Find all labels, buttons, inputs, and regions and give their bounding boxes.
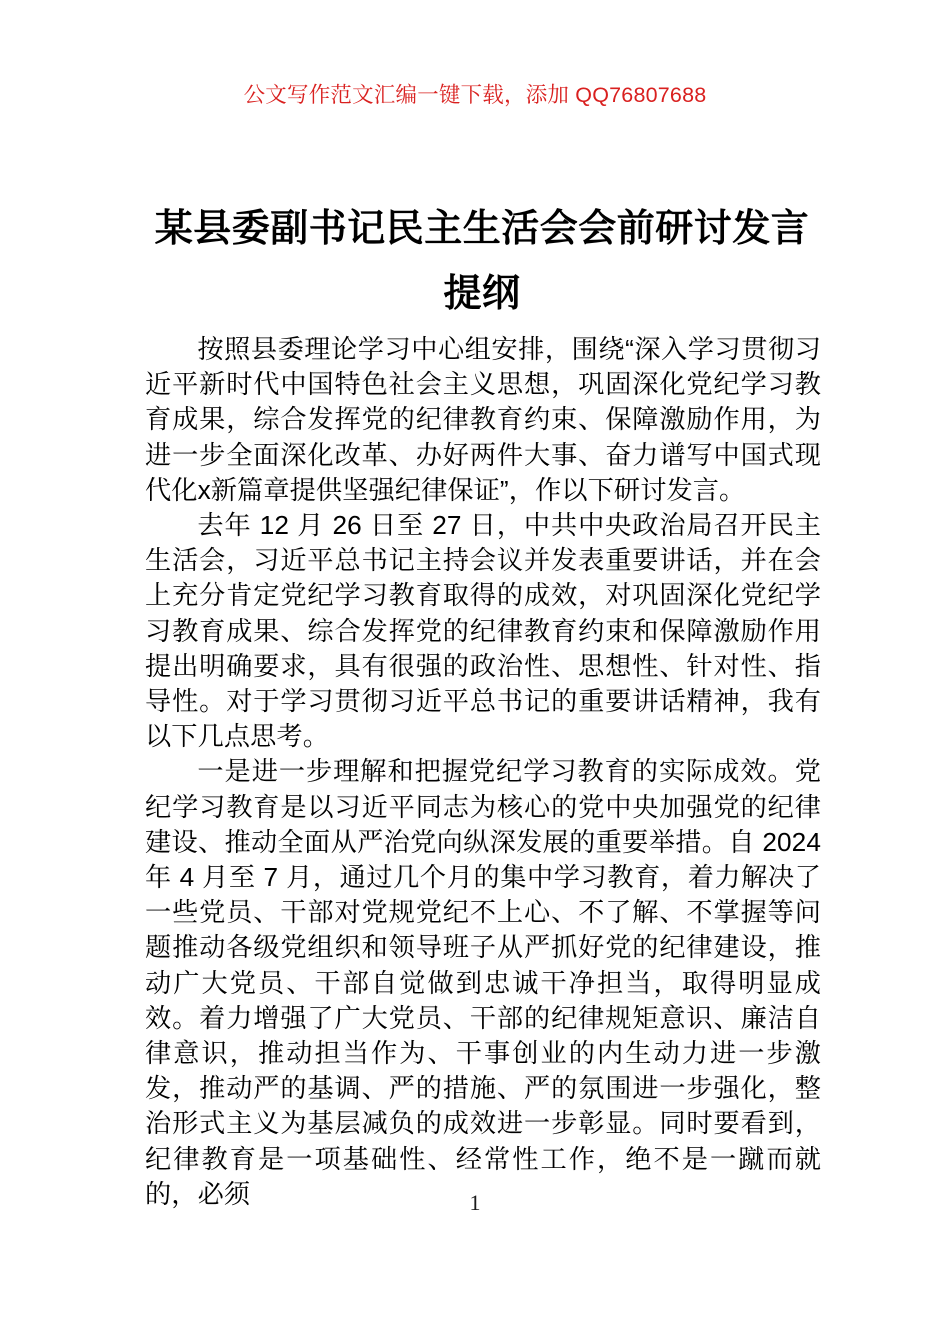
document-body	[145, 332, 821, 1212]
paragraph: 一是进一步理解和把握党纪学习教育的实际成效。党纪学习教育是以习近平同志为核心的党中央加强党的纪律建设、推动全面从严治党向纵深发展的重要举措。自 2024 年 4 月至 7 月，通过几个月的集中学习教育，着力解决了一些党员、干部对党规党纪不上心、不了解、不掌握等问题推动各级党组织和领导班子从严抓好党的纪律建设，推动广大党员、干部自觉做到忠诚干净担当，取得明显成效。着力增强了广大党员、干部的纪律规矩意识、廉洁自律意识，推动担当作为、干事创业的内生动力进一步激发，推动严的基调、严的措施、严的氛围进一步强化，整治形式主义为基层减负的成效进一步彰显。同时要看到，纪律教育是一项基础性、经常性工作，绝不是一蹴而就的，必须	[145, 756, 821, 1209]
page-number: 1	[469, 1190, 481, 1215]
promo-header-text: 公文写作范文汇编一键下载，添加 QQ76807688	[243, 83, 707, 107]
page-title: 某县委副书记民主生活会会前研讨发言提纲	[154, 208, 810, 316]
paragraph: 按照县委理论学习中心组安排，围绕“深入学习贯彻习近平新时代中国特色社会主义思想，巩固深化党纪学习教育成果，综合发挥党的纪律教育约束、保障激励作用，为进一步全面深化改革、办好两件大事、奋力谱写中国式现代化x新篇章提供坚强纪律保证”，作以下研讨发言。	[145, 334, 821, 505]
paragraph: 去年 12 月 26 日至 27 日，中共中央政治局召开民主生活会，习近平总书记主持会议并发表重要讲话，并在会上充分肯定党纪学习教育取得的成效，对巩固深化党纪学习教育成果、综合发挥党的纪律教育约束和保障激励作用提出明确要求，具有很强的政治性、思想性、针对性、指导性。对于学习贯彻习近平总书记的重要讲话精神，我有以下几点思考。	[145, 510, 821, 752]
